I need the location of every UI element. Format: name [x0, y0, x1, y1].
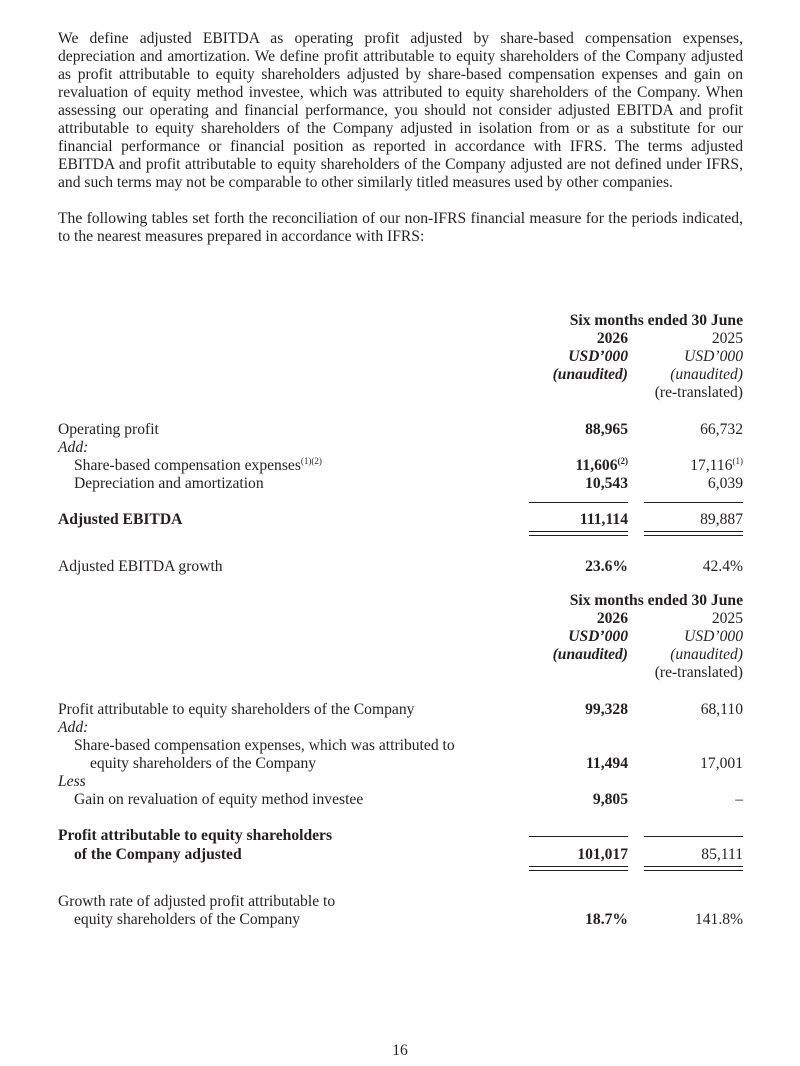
growth-value-2026: 23.6% [585, 558, 628, 575]
row-label: Operating profit [58, 421, 159, 438]
growth-label: Adjusted EBITDA growth [58, 558, 223, 575]
total-value-2026: 111,114 [579, 511, 628, 528]
col2-year: 2025 [711, 610, 743, 627]
subtotal-rule [644, 836, 743, 837]
double-rule [644, 531, 743, 532]
row-value-2026: 11,606$^{(2)}$ [575, 456, 628, 474]
double-rule [529, 870, 628, 871]
row-value-2026: 88,965 [585, 421, 628, 438]
row-value-2026: 99,328 [585, 701, 628, 718]
total-label: Adjusted EBITDA [58, 511, 183, 528]
double-rule [644, 870, 743, 871]
row-label: Share-based compensation expenses$^{(1)(2)}$ [74, 456, 322, 474]
period-header: Six months ended 30 June [569, 592, 743, 609]
col1-unit: USD’000 [568, 628, 628, 645]
col2-status: (unaudited) [670, 646, 743, 663]
row-value-2025: – [735, 791, 743, 808]
growth-label: Growth rate of adjusted profit attributable to [58, 893, 336, 910]
col1-unit: USD’000 [568, 348, 628, 365]
row-value-2025: 68,110 [700, 701, 743, 718]
row-value-2025: 17,001 [700, 755, 743, 772]
tables-intro-paragraph: The following tables set forth the reconciliation of our non-IFRS financial measure for the periods indicated, to the nearest measures prepared in accordance with IFRS: [58, 210, 743, 245]
subtotal-rule [644, 502, 743, 503]
row-label: Gain on revaluation of equity method investee [74, 791, 364, 808]
col2-unit: USD’000 [684, 348, 743, 365]
total-value-2026: 101,017 [577, 846, 628, 863]
row-value-2026: 11,494 [585, 755, 628, 772]
double-rule [644, 535, 743, 536]
double-rule [529, 866, 628, 867]
col2-unit: USD’000 [684, 628, 743, 645]
row-value-2026: 9,805 [592, 791, 628, 808]
row-label: Share-based compensation expenses, which was attributed to [74, 737, 455, 754]
subtotal-rule [529, 502, 628, 503]
col2-note: (re-translated) [654, 384, 743, 401]
less-label: Less [58, 773, 86, 790]
page-number: 16 [392, 1042, 408, 1059]
row-value-2026: 10,543 [585, 475, 628, 492]
row-label: Profit attributable to equity shareholders of the Company [58, 701, 415, 718]
total-value-2025: 85,111 [701, 846, 743, 863]
double-rule [529, 531, 628, 532]
total-value-2025: 89,887 [700, 511, 743, 528]
growth-label-cont: equity shareholders of the Company [74, 911, 301, 928]
col2-status: (unaudited) [670, 366, 743, 383]
row-value-2025: 66,732 [700, 421, 743, 438]
col1-status: (unaudited) [552, 366, 628, 383]
col2-note: (re-translated) [654, 664, 743, 681]
growth-value-2025: 42.4% [702, 558, 743, 575]
double-rule [529, 535, 628, 536]
period-header: Six months ended 30 June [569, 312, 743, 329]
add-label: Add: [58, 439, 89, 456]
col2-year: 2025 [711, 330, 743, 347]
row-value-2025: 17,116$^{(1)}$ [690, 456, 743, 474]
col1-year: 2026 [596, 330, 628, 347]
col1-status: (unaudited) [552, 646, 628, 663]
col1-year: 2026 [596, 610, 628, 627]
row-value-2025: 6,039 [707, 475, 743, 492]
total-label: Profit attributable to equity shareholders [58, 827, 333, 844]
growth-value-2025: 141.8% [694, 911, 743, 928]
growth-value-2026: 18.7% [585, 911, 628, 928]
double-rule [644, 866, 743, 867]
row-label: Depreciation and amortization [74, 475, 264, 492]
add-label: Add: [58, 719, 89, 736]
intro-paragraph: We define adjusted EBITDA as operating profit adjusted by share-based compensation expenses, depreciation and amortization. We define profit attributable to equity shareholders of the Company adjusted as profit attributable to equity shareholders adjusted by share-based compensation expenses and gain on revaluation of equity method investee, which was attributed to equity shareholders of the Company. When assessing our operating and financial performance, you should not consider adjusted EBITDA and profit attributable to equity shareholders of the Company adjusted in isolation from or as a substitute for our financial performance or financial position as reported in accordance with IFRS. The terms adjusted EBITDA and profit attributable to equity shareholders of the Company adjusted are not defined under IFRS, and such terms may not be comparable to other similarly titled measures used by other companies. [58, 30, 743, 191]
page-body [58, 30, 743, 246]
subtotal-rule [529, 836, 628, 837]
total-label-cont: of the Company adjusted [74, 846, 242, 863]
row-label-cont: equity shareholders of the Company [90, 755, 317, 772]
